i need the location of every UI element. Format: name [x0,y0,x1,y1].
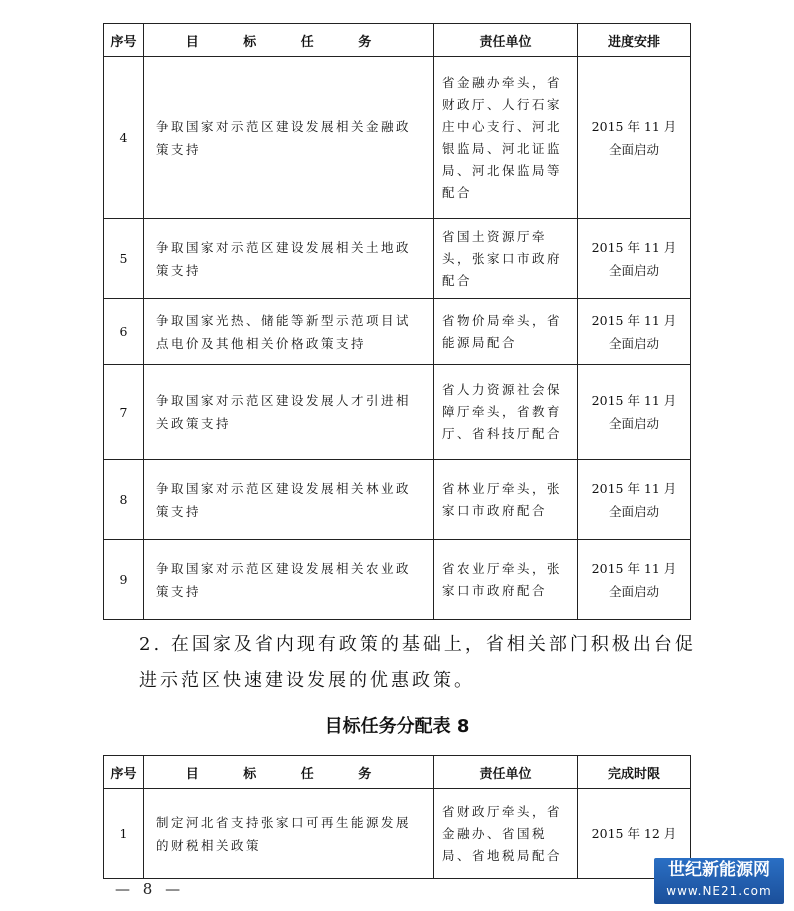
task-table-2 [103,755,691,879]
table-row [104,219,691,299]
table-row [104,299,691,365]
table-caption: 目标任务分配表 8 [324,716,470,737]
col-header-unit: 责任单位 [434,24,578,57]
watermark-logo [654,858,784,904]
watermark-name: 世纪新能源网 [668,860,770,880]
col-header-task: 目 标 任 务 [144,756,434,789]
row-schedule [578,299,691,365]
body-paragraph [103,627,703,699]
schedule-date: 2015 年 11 月 [591,393,677,408]
row-no: 6 [104,299,144,365]
row-schedule [578,57,691,219]
row-unit: 省物价局牵头，省能源局配合 [434,299,578,365]
task-table-1 [103,23,691,620]
watermark-url: www.NE21.com [666,884,772,898]
schedule-status: 全面启动 [608,583,659,599]
table-header-row [104,24,691,57]
schedule-date: 2015 年 11 月 [591,480,677,496]
row-schedule [578,219,691,299]
schedule-date: 2015 年 11 月 [591,560,677,576]
schedule-date: 2015 年 11 月 [591,239,677,255]
row-task: 争取国家对示范区建设发展相关金融政策支持 [144,57,434,219]
table-row [104,365,691,460]
row-task: 争取国家光热、储能等新型示范项目试点电价及其他相关价格政策支持 [144,299,434,365]
row-task: 争取国家对示范区建设发展相关农业政策支持 [144,540,434,620]
col-header-schedule: 进度安排 [578,24,691,57]
schedule-date: 2015 年 11 月 [591,312,677,328]
col-header-task: 目 标 任 务 [144,24,434,57]
row-no: 4 [104,57,144,219]
schedule-status: 全面启动 [608,416,659,431]
col-header-no: 序号 [104,24,144,57]
table-row [104,460,691,540]
row-schedule [578,460,691,540]
row-unit: 省财政厅牵头，省金融办、省国税局、省地税局配合 [434,789,578,879]
row-unit: 省林业厅牵头，张家口市政府配合 [434,460,578,540]
col-header-schedule: 完成时限 [578,756,691,789]
row-no: 1 [104,789,144,879]
table-header-row [104,756,691,789]
row-unit: 省国土资源厅牵头，张家口市政府配合 [434,219,578,299]
row-unit: 省金融办牵头，省财政厅、人行石家庄中心支行、河北银监局、河北证监局、河北保监局等配合 [434,57,578,219]
row-schedule [578,365,691,460]
row-task: 争取国家对示范区建设发展人才引进相关政策支持 [144,365,434,460]
col-header-unit: 责任单位 [434,756,578,789]
row-no: 7 [104,365,144,460]
paragraph-text: 2. 在国家及省内现有政策的基础上，省相关部门积极出台促进示范区快速建设发展的优惠政策。 [139,634,696,691]
row-unit: 省人力资源社会保障厅牵头，省教育厅、省科技厅配合 [434,365,578,460]
col-header-no: 序号 [104,756,144,789]
row-no: 9 [104,540,144,620]
table-row [104,540,691,620]
schedule-status: 全面启动 [608,503,659,519]
row-task: 争取国家对示范区建设发展相关土地政策支持 [144,219,434,299]
row-no: 5 [104,219,144,299]
schedule-date: 2015 年 11 月 [591,118,677,134]
schedule-status: 全面启动 [608,335,659,351]
row-task: 争取国家对示范区建设发展相关林业政策支持 [144,460,434,540]
row-task: 制定河北省支持张家口可再生能源发展的财税相关政策 [144,789,434,879]
row-schedule: 2015 年 12 月 [578,789,691,879]
table-row [104,789,691,879]
row-schedule [578,540,691,620]
table-row [104,57,691,219]
schedule-status: 全面启动 [608,262,659,278]
row-no: 8 [104,460,144,540]
row-unit: 省农业厅牵头，张家口市政府配合 [434,540,578,620]
page-number: — 8 — [115,880,185,898]
schedule-status: 全面启动 [608,141,659,157]
